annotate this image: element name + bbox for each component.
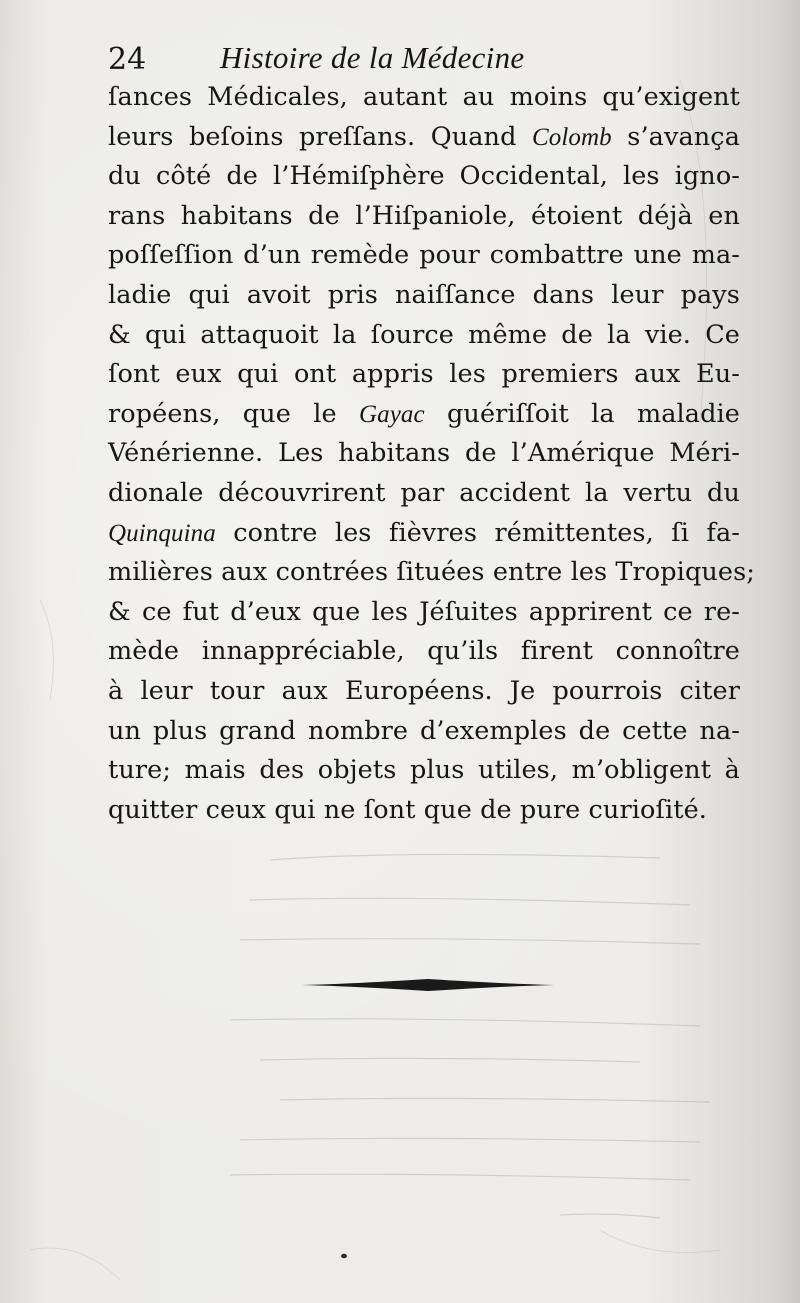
text-line [108,632,740,672]
text-run: ture; mais des objets plus utiles, m’obligent à [108,755,740,786]
italic-term: Colomb [532,123,612,151]
text-line [108,236,740,276]
text-run: & qui attaquoit la ſource même de la vie. Ce [108,319,740,350]
text-run: mède innappréciable, qu’ils firent connoître [108,636,740,667]
text-run: poſſeſſion d’un remède pour combattre une ma- [108,240,740,271]
page-number: 24 [108,42,147,77]
text-run: quitter ceux qui ne ſont que de pure curioſité. [108,794,707,825]
text-run: rans habitans de l’Hiſpaniole, étoient déjà en [108,200,740,231]
text-run: & ce fut d’eux que les Jéſuites apprirent ce re- [108,596,740,627]
body-text [108,78,755,830]
text-run: ropéens, que le [108,398,359,429]
text-run: ſont eux qui ont appris les premiers aux Eu- [108,359,740,390]
text-run: Vénérienne. Les habitans de l’Amérique Méri- [108,438,740,469]
text-run: un plus grand nombre d’exemples de cette na- [108,715,740,746]
text-run: guériſſoit la maladie [424,398,740,429]
text-line [108,474,740,514]
text-line [108,276,740,316]
text-run: contre les fièvres rémittentes, ſi fa- [215,517,740,548]
text-line [108,514,740,554]
text-run: milières aux contrées ſituées entre les Tropiques; [108,557,755,588]
text-line [108,157,740,197]
tapered-rule-ornament-icon [300,972,556,998]
text-run: du côté de l’Hémiſphère Occidental, les igno- [108,161,740,192]
ink-speck [340,1253,348,1259]
text-run: ſances Médicales, autant au moins qu’exigent [108,82,740,112]
text-run: leurs beſoins preſſans. Quand [108,121,532,152]
text-line [108,355,740,395]
text-line [108,712,740,752]
text-run: s’avança [611,121,740,152]
italic-term: Gayac [358,400,425,428]
text-line [108,395,740,435]
italic-term: Quinquina [108,519,216,547]
text-line [108,751,740,791]
text-run: à leur tour aux Européens. Je pourrois citer [108,675,740,706]
text-line [108,553,755,593]
text-line [108,434,740,474]
text-line [108,593,740,633]
text-line [108,118,740,158]
running-title: Histoire de la Médecine [220,40,525,75]
text-line [108,197,740,237]
text-line [108,791,740,831]
text-line [108,78,740,118]
text-run: dionale découvrirent par accident la vertu du [108,477,740,508]
text-line [108,316,740,356]
text-line [108,672,740,712]
text-run: ladie qui avoit pris naiſſance dans leur pays [108,279,740,310]
